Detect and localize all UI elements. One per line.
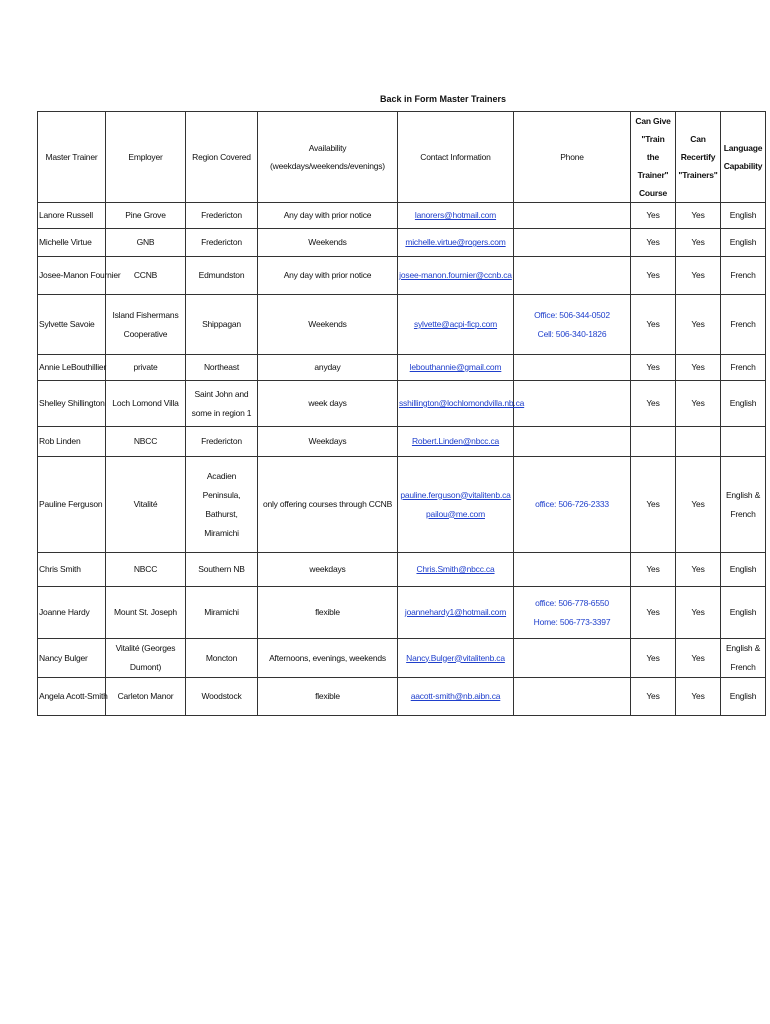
email-link[interactable]: Chris.Smith@nbcc.ca [416,564,495,574]
language-line: French [730,270,756,280]
train-cell: Yes [631,203,676,229]
contact-cell [398,587,514,639]
region-cell [186,295,258,355]
table-row [38,257,766,295]
employer-line: Pine Grove [125,210,166,220]
availability-cell: Afternoons, evenings, weekends [258,639,398,678]
recertify-cell [676,427,721,457]
availability-cell: Weekends [258,295,398,355]
region-line: some in region 1 [191,407,252,418]
table-row [38,678,766,716]
trainer-name-cell: Annie LeBouthillier [38,355,106,381]
language-line: English [729,691,757,701]
phone-line: Office: 506-344-0502 [534,309,610,320]
region-line: Northeast [203,362,240,372]
region-cell [186,381,258,427]
region-line: Moncton [205,652,238,663]
header-master-trainer: Master Trainer [38,112,106,203]
region-cell [186,203,258,229]
recertify-cell: Yes [676,381,721,427]
trainer-name-cell: Josee-Manon Fournier [38,257,106,295]
employer-cell [106,203,186,229]
trainer-name-cell: Rob Linden [38,427,106,457]
phone-cell [514,355,631,381]
phone-cell [514,639,631,678]
employer-cell [106,678,186,716]
train-cell: Yes [631,553,676,587]
employer-line: Cooperative [123,328,168,339]
language-cell [721,553,766,587]
table-row [38,457,766,553]
email-link[interactable]: lanorers@hotmail.com [414,210,497,220]
email-link[interactable]: aacott-smith@nb.aibn.ca [410,691,501,701]
phone-cell [514,587,631,639]
header-recertify-line1: Can Recertify [680,134,716,162]
table-row [38,639,766,678]
region-cell [186,355,258,381]
phone-cell [514,203,631,229]
region-cell [186,457,258,553]
email-link[interactable]: Robert.Linden@nbcc.ca [411,436,500,446]
employer-cell [106,553,186,587]
language-line: English [729,607,757,617]
contact-cell [398,678,514,716]
email-link[interactable]: michelle.virtue@rogers.com [405,237,506,247]
recertify-cell: Yes [676,553,721,587]
employer-line: Vitalité [133,499,158,509]
region-cell [186,257,258,295]
phone-line: Home: 506-773-3397 [533,616,611,627]
trainer-name-cell: Michelle Virtue [38,229,106,257]
language-line: English [729,237,757,247]
trainer-name-cell: Sylvette Savoie [38,295,106,355]
trainer-name-cell: Lanore Russell [38,203,106,229]
contact-cell [398,457,514,553]
train-cell: Yes [631,678,676,716]
region-line: Bathurst, [205,508,238,519]
employer-cell [106,295,186,355]
availability-cell: weekdays [258,553,398,587]
availability-cell: Weekends [258,229,398,257]
employer-cell [106,427,186,457]
region-cell [186,678,258,716]
recertify-cell: Yes [676,678,721,716]
table-row [38,587,766,639]
phone-line: Cell: 506-340-1826 [537,328,607,339]
region-line: Fredericton [201,436,242,446]
contact-cell [398,355,514,381]
region-line: Woodstock [201,691,242,701]
train-cell: Yes [631,229,676,257]
email-link[interactable]: josee-manon.fournier@ccnb.ca [399,270,512,280]
table-row [38,295,766,355]
header-train-line2: the Trainer" [637,152,669,180]
email-link[interactable]: sshillington@lochlomondvilla.nb.ca [399,398,525,408]
availability-cell: anyday [258,355,398,381]
email-link[interactable]: pailou@me.com [426,508,485,519]
language-line: English [729,210,757,220]
table-row [38,229,766,257]
table-body [38,203,766,716]
header-recertify-line2: "Trainers" [678,170,718,180]
contact-cell [398,639,514,678]
trainer-name-cell: Chris Smith [38,553,106,587]
region-cell [186,587,258,639]
header-availability-line1: Availability [308,143,347,153]
trainers-table [37,111,766,716]
employer-cell [106,457,186,553]
region-line: Acadien Peninsula, [202,470,241,500]
employer-cell [106,381,186,427]
language-cell [721,229,766,257]
contact-cell [398,257,514,295]
header-train-the-trainer [631,112,676,203]
contact-cell [398,381,525,427]
header-row [38,112,766,203]
region-line: Edmundston [198,270,245,280]
language-cell [721,203,766,229]
language-line: English & [725,489,761,500]
language-line: French [730,319,756,329]
train-cell: Yes [631,381,676,427]
employer-cell [106,229,186,257]
employer-cell [106,355,186,381]
contact-cell [398,295,514,355]
region-line: Fredericton [201,210,242,220]
employer-line: Vitalité (Georges Dumont) [115,643,176,672]
availability-cell: week days [258,381,398,427]
header-employer: Employer [106,112,186,203]
language-cell [721,427,766,457]
phone-cell [514,229,631,257]
region-line: Saint John and [194,388,249,399]
recertify-cell: Yes [676,355,721,381]
recertify-cell: Yes [676,203,721,229]
region-cell [186,229,258,257]
employer-cell [106,587,186,639]
phone-cell [514,257,631,295]
language-cell [721,381,766,427]
train-cell: Yes [631,257,676,295]
language-cell [721,678,766,716]
employer-line: CCNB [133,270,158,280]
trainer-name-cell: Angela Acott-Smith [38,678,106,716]
phone-cell [514,381,631,427]
region-line: Miramichi [204,527,239,538]
phone-line: office: 506-726-2333 [535,499,609,509]
header-region: Region Covered [186,112,258,203]
availability-cell: Any day with prior notice [258,203,398,229]
phone-cell [514,295,631,355]
availability-cell: flexible [258,587,398,639]
language-line: French [730,662,756,672]
employer-line: NBCC [133,564,158,574]
phone-cell [514,427,631,457]
language-cell [721,355,766,381]
language-cell [721,457,766,553]
region-line: Miramichi [204,607,239,617]
recertify-cell: Yes [676,295,721,355]
region-line: Fredericton [201,237,242,247]
header-availability [258,112,398,203]
language-line: French [730,508,756,519]
header-phone: Phone [514,112,631,203]
recertify-cell: Yes [676,457,721,553]
region-line: Shippagan [202,319,241,329]
employer-line: private [133,362,158,372]
email-link[interactable]: pauline.ferguson@vitalitenb.ca [400,489,511,500]
employer-line: Carleton Manor [117,691,174,701]
region-cell [186,639,258,678]
phone-cell [514,457,631,553]
header-recertify [676,112,721,203]
availability-cell: flexible [258,678,398,716]
trainer-name-cell: Joanne Hardy [38,587,106,639]
recertify-cell: Yes [676,587,721,639]
train-cell: Yes [631,639,676,678]
phone-line: office: 506-778-6550 [535,597,609,608]
train-cell: Yes [631,587,676,639]
table-row [38,381,766,427]
table-row [38,553,766,587]
train-cell: Yes [631,295,676,355]
trainer-name-cell: Shelley Shillington [38,381,106,427]
language-line: English [729,564,757,574]
table-row [38,427,766,457]
train-cell: Yes [631,355,676,381]
header-language-line2: Capability [723,161,763,171]
email-link[interactable]: lebouthannie@gmail.com [409,362,502,372]
employer-line: Island Fishermans [112,309,179,320]
trainer-name-cell: Pauline Ferguson [38,457,106,553]
email-link[interactable]: Nancy.Bulger@vitalitenb.ca [406,652,505,663]
contact-cell [398,229,514,257]
region-line: Southern NB [198,564,245,574]
region-cell [186,553,258,587]
language-cell [721,257,766,295]
contact-cell [398,427,514,457]
trainer-name-cell: Nancy Bulger [38,639,106,678]
header-train-line3: Course [638,188,668,198]
document-title: Back in Form Master Trainers [380,94,507,104]
contact-cell [398,203,514,229]
header-train-line1: Can Give "Train [635,116,671,144]
employer-line: Loch Lomond Villa [112,398,179,408]
train-cell: Yes [631,457,676,553]
employer-cell [106,639,186,678]
employer-line: Mount St. Joseph [114,607,177,617]
contact-cell [398,553,514,587]
language-cell [721,295,766,355]
language-cell [721,587,766,639]
region-cell [186,427,258,457]
recertify-cell: Yes [676,257,721,295]
availability-cell: Any day with prior notice [258,257,398,295]
employer-line: NBCC [133,436,158,446]
train-cell [631,427,676,457]
availability-cell: only offering courses through CCNB [258,457,398,553]
phone-cell [514,678,631,716]
recertify-cell: Yes [676,639,721,678]
email-link[interactable]: joannehardy1@hotmail.com [404,607,507,617]
header-contact: Contact Information [398,112,514,203]
recertify-cell: Yes [676,229,721,257]
header-language [721,112,766,203]
availability-cell: Weekdays [258,427,398,457]
language-line: French [730,362,756,372]
table-row [38,203,766,229]
email-link[interactable]: sylvette@acpi-ficp.com [413,319,498,329]
header-language-line1: Language [723,143,763,153]
employer-line: GNB [136,237,155,247]
table-row [38,355,766,381]
language-line: English & [725,643,761,653]
language-cell [721,639,766,678]
phone-cell [514,553,631,587]
header-availability-line2: (weekdays/weekends/evenings) [270,161,385,171]
language-line: English [729,398,757,408]
